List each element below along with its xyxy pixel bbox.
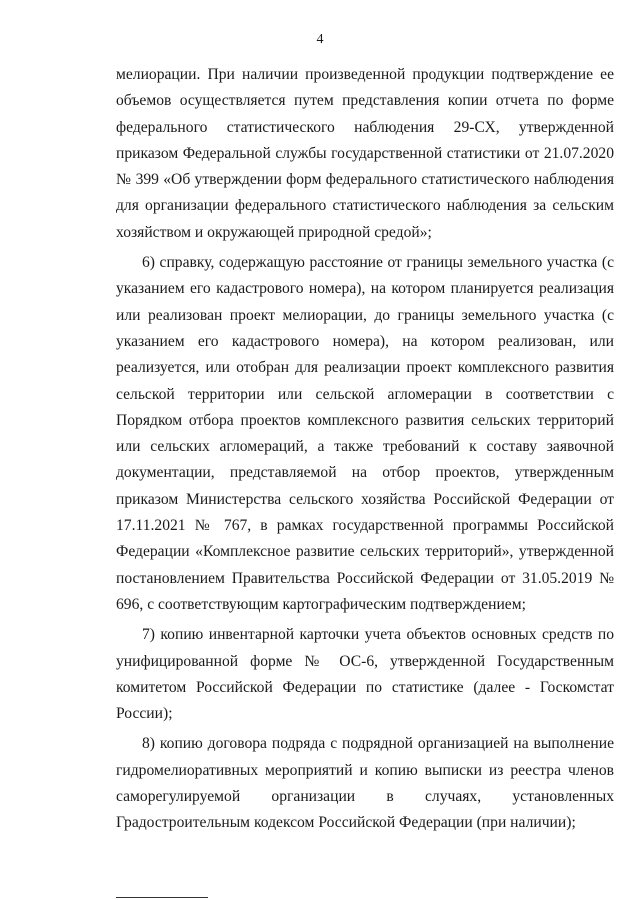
document-body bbox=[116, 62, 614, 837]
paragraph-item-6: 6) справку, содержащую расстояние от границы земельного участка (с указанием его кадастрового номера), на котором планируется реализация или реализован проект мелиорации, до границы земельного участка (с указанием его кадастрового номера), на котором реализован, или реализуется, или отобран для реализации проект комплексного развития сельской территории или сельской агломерации в соответствии с Порядком отбора проектов комплексного развития сельских территорий или сельских агломераций, а также требований к составу заявочной документации, представляемой на отбор проектов, утвержденным приказом Министерства сельского хозяйства Российской Федерации от 17.11.2021 № 767, в рамках государственной программы Российской Федерации «Комплексное развитие сельских территорий», утвержденной постановлением Правительства Российской Федерации от 31.05.2019 № 696, с соответствующим картографическим подтверждением; bbox=[116, 254, 614, 613]
page-number: 4 bbox=[316, 32, 324, 47]
paragraph-item-7: 7) копию инвентарной карточки учета объектов основных средств по унифицированной форме № ОС-6, утвержденной Государственным комитетом Российской Федерации по статистике (далее - Госкомстат России); bbox=[116, 626, 614, 723]
footnote-divider bbox=[116, 897, 208, 898]
paragraph-continuation: мелиорации. При наличии произведенной продукции подтверждение ее объемов осуществляется путем представления копии отчета по форме федерального статистического наблюдения 29-СХ, утвержденной приказом Федеральной службы государственной статистики от 21.07.2020 № 399 «Об утверждении форм федерального статистического наблюдения для организации федерального статистического наблюдения за сельским хозяйством и окружающей природной средой»; bbox=[116, 66, 614, 241]
paragraph-item-8: 8) копию договора подряда с подрядной организацией на выполнение гидромелиоративных мероприятий и копию выписки из реестра членов саморегулируемой организации в случаях, установленных Градостроительным кодексом Российской Федерации (при наличии); bbox=[116, 735, 614, 832]
